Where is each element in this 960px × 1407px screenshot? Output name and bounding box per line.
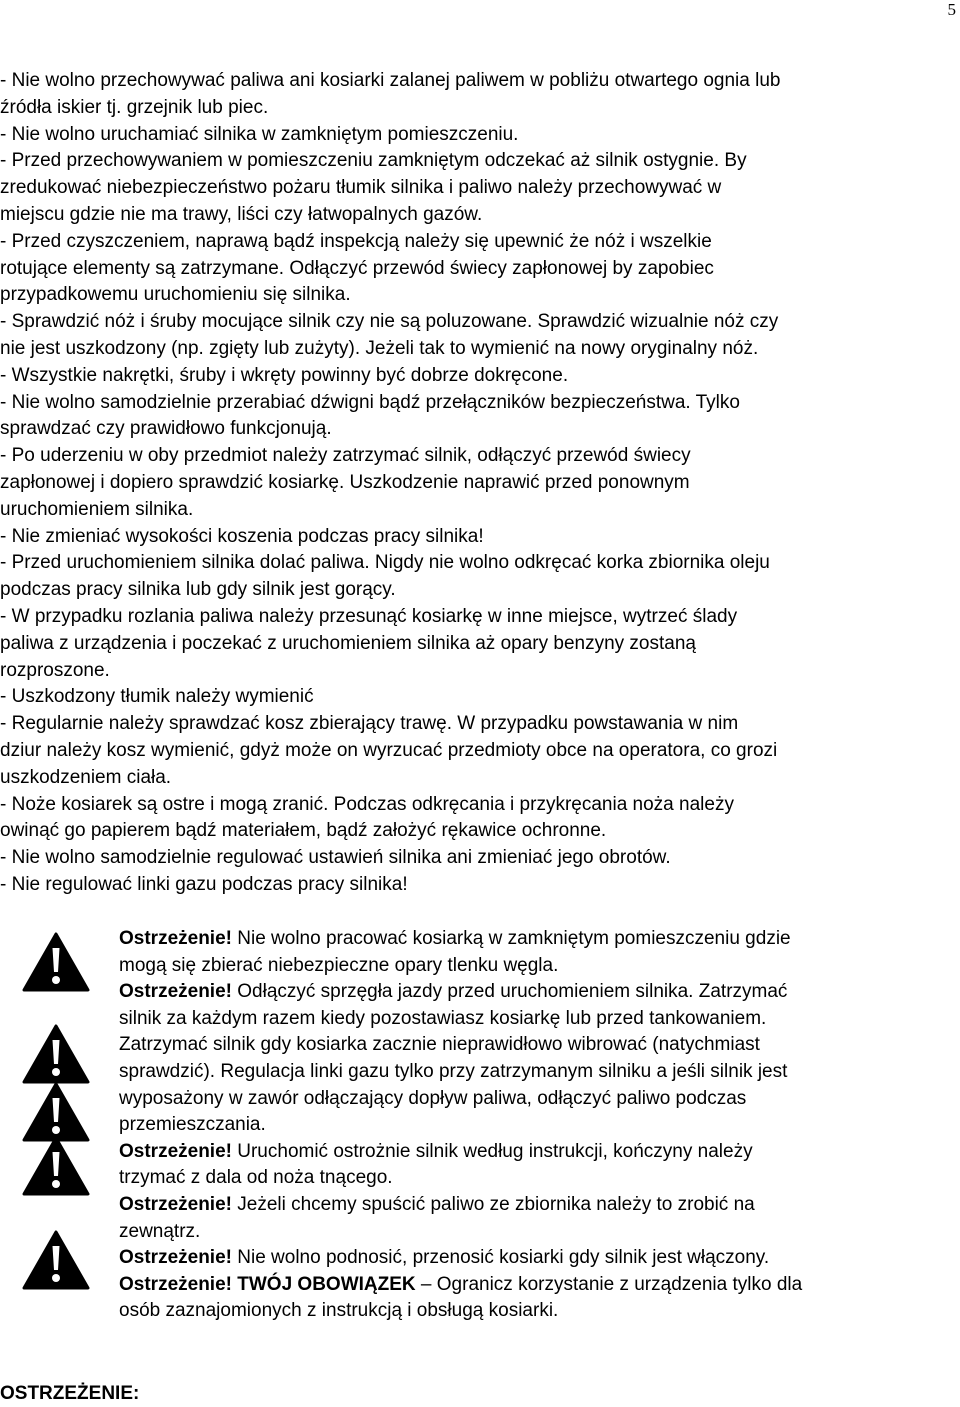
- text-line: owinąć go papierem bądź materiałem, bądź założyć rękawice ochronne.: [0, 820, 607, 842]
- text-line: - Przed uruchomieniem silnika dolać paliwa. Nigdy nie wolno odkręcać korka zbiornika oleju: [0, 552, 770, 574]
- text-line: rozproszone.: [0, 659, 110, 681]
- warning-line: Ostrzeżenie! Jeżeli chcemy spuścić paliwo ze zbiornika należy to zrobić na: [119, 1193, 755, 1215]
- warning-line: Ostrzeżenie! Odłączyć sprzęgła jazdy przed uruchomieniem silnika. Zatrzymać: [119, 981, 788, 1003]
- text-line: uszkodzeniem ciała.: [0, 766, 172, 788]
- warning-label: Ostrzeżenie!: [119, 928, 232, 949]
- warning-line: Ostrzeżenie! Nie wolno podnosić, przenosić kosiarki gdy silnik jest włączony.: [119, 1247, 770, 1269]
- text-line: - Sprawdzić nóż i śruby mocujące silnik czy nie są poluzowane. Sprawdzić wizualnie nóż czy: [0, 311, 779, 333]
- text-line: sprawdzać czy prawidłowo funkcjonują.: [0, 418, 332, 440]
- warning-triangle-icon: [22, 1024, 90, 1084]
- text-line: - Noże kosiarek są ostre i mogą zranić. Podczas odkręcania i przykręcania noża należy: [0, 793, 734, 815]
- warning-line: osób zaznajomionych z instrukcją i obsługą kosiarki.: [119, 1300, 559, 1322]
- warning-line: zewnątrz.: [119, 1220, 201, 1242]
- warning-line: Ostrzeżenie! TWÓJ OBOWIĄZEK – Ogranicz korzystanie z urządzenia tylko dla: [119, 1273, 803, 1295]
- text-line: - Nie wolno uruchamiać silnika w zamkniętym pomieszczeniu.: [0, 123, 519, 145]
- warning-label: Ostrzeżenie!: [119, 1193, 232, 1215]
- text-line: - Przed przechowywaniem w pomieszczeniu zamkniętym odczekać aż silnik ostygnie. By: [0, 150, 747, 172]
- text-line: - W przypadku rozlania paliwa należy przesunąć kosiarkę w inne miejsce, wytrzeć ślady: [0, 605, 738, 627]
- warning-line: wyposażony w zawór odłączający dopływ paliwa, odłączyć paliwo podczas: [119, 1087, 747, 1109]
- warning-line: Zatrzymać silnik gdy kosiarka zacznie nieprawidłowo wibrować (natychmiast: [119, 1034, 760, 1056]
- text-line: - Regularnie należy sprawdzać kosz zbierający trawę. W przypadku powstawania w nim: [0, 713, 739, 735]
- warning-line: mogą się zbierać niebezpieczne opary tlenku węgla.: [119, 954, 559, 976]
- text-line: nie jest uszkodzony (np. zgięty lub zużyty). Jeżeli tak to wymienić na nowy oryginalny nóż.: [0, 337, 759, 359]
- warning-triangle-icon: [22, 1230, 90, 1290]
- warning-label: Ostrzeżenie!: [119, 981, 232, 1003]
- text-line: dziur należy kosz wymienić, gdyż może on wyrzucać przedmioty obce na operatora, co grozi: [0, 739, 778, 761]
- page-number: 5: [947, 0, 956, 19]
- warning-line: trzymać z dala od noża tnącego.: [119, 1167, 393, 1189]
- warning-line: silnik za każdym razem kiedy pozostawiasz kosiarkę lub przed tankowaniem.: [119, 1007, 767, 1029]
- warning-label: Ostrzeżenie!: [119, 1140, 232, 1162]
- safety-rules-text: [0, 68, 960, 899]
- warning-line: Ostrzeżenie! Nie wolno pracować kosiarką w zamkniętym pomieszczeniu gdzie: [119, 928, 791, 949]
- warning-triangle-icon: [22, 932, 90, 992]
- text-line: - Nie wolno samodzielnie przerabiać dźwigni bądź przełączników bezpieczeństwa. Tylko: [0, 391, 740, 413]
- text-line: podczas pracy silnika lub gdy silnik jest gorący.: [0, 579, 396, 601]
- warning-triangle-icon: [22, 1082, 90, 1142]
- warning-label: Ostrzeżenie!: [119, 1247, 232, 1269]
- warning-line: przemieszczania.: [119, 1114, 266, 1136]
- warning-line: Ostrzeżenie! Uruchomić ostrożnie silnik według instrukcji, kończyny należy: [119, 1140, 753, 1162]
- text-line: - Nie regulować linki gazu podczas pracy silnika!: [0, 873, 408, 895]
- text-line: zredukować niebezpieczeństwo pożaru tłumik silnika i paliwo należy przechowywać w: [0, 177, 722, 199]
- text-line: źródła iskier tj. grzejnik lub piec.: [0, 96, 269, 118]
- text-line: - Przed czyszczeniem, naprawą bądź inspekcją należy się upewnić że nóż i wszelkie: [0, 230, 712, 252]
- warning-label: Ostrzeżenie!: [119, 1273, 232, 1295]
- text-line: rotujące elementy są zatrzymane. Odłączyć przewód świecy zapłonowej by zapobiec: [0, 257, 714, 279]
- text-line: uruchomieniem silnika.: [0, 498, 194, 520]
- text-line: - Wszystkie nakrętki, śruby i wkręty powinny być dobrze dokręcone.: [0, 364, 569, 386]
- text-line: - Po uderzeniu w oby przedmiot należy zatrzymać silnik, odłączyć przewód świecy: [0, 445, 691, 467]
- text-line: - Nie wolno przechowywać paliwa ani kosiarki zalanej paliwem w pobliżu otwartego ognia lub: [0, 70, 781, 91]
- text-line: przypadkowemu uruchomieniu się silnika.: [0, 284, 351, 306]
- duty-label: TWÓJ OBOWIĄZEK: [237, 1273, 416, 1295]
- text-line: zapłonowej i dopiero sprawdzić kosiarkę. Uszkodzenie naprawić przed ponownym: [0, 471, 690, 493]
- warning-icons-column: [0, 0, 110, 1330]
- text-line: - Nie wolno samodzielnie regulować ustawień silnika ani zmieniać jego obrotów.: [0, 847, 671, 869]
- warnings-block: [119, 926, 960, 1325]
- text-line: miejscu gdzie nie ma trawy, liści czy łatwopalnych gazów.: [0, 203, 483, 225]
- text-line: - Uszkodzony tłumik należy wymienić: [0, 686, 314, 708]
- text-line: - Nie zmieniać wysokości koszenia podczas pracy silnika!: [0, 525, 484, 547]
- warning-triangle-icon: [22, 1136, 90, 1196]
- warning-line: sprawdzić). Regulacja linki gazu tylko przy zatrzymanym silniku a jeśli silnik jest: [119, 1060, 788, 1082]
- text-line: paliwa z urządzenia i poczekać z uruchomieniem silnika aż opary benzyny zostaną: [0, 632, 696, 654]
- section-heading: OSTRZEŻENIE:: [0, 1383, 140, 1404]
